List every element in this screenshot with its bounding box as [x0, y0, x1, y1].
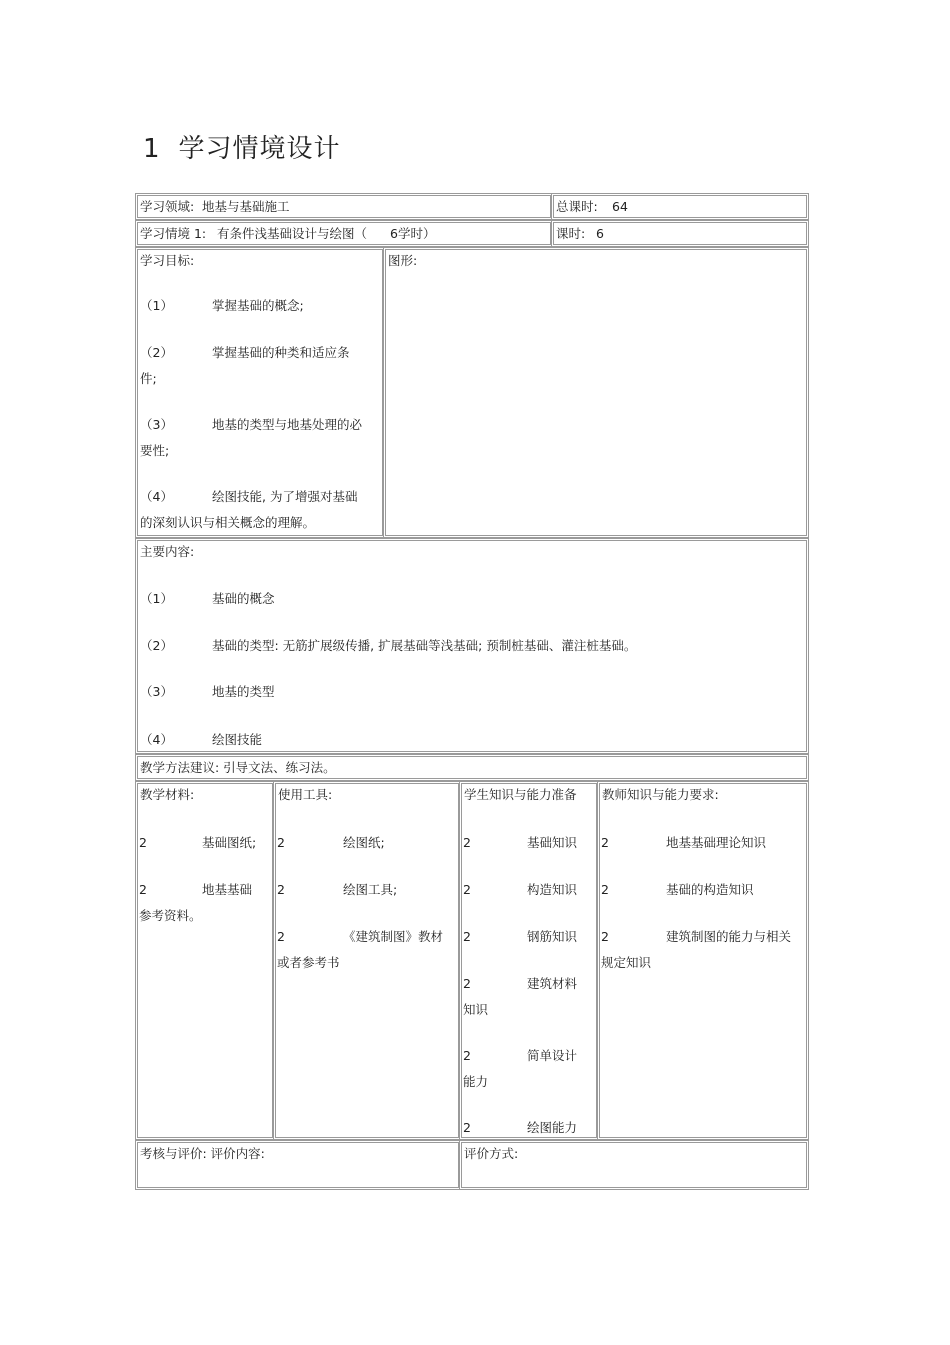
hours-value: 6: [596, 226, 604, 241]
student-item: 2 简单设计 能力: [463, 1048, 578, 1089]
cell-total-hours: [551, 193, 809, 220]
cell-teacher-req: [597, 781, 809, 1140]
goal-item: （1） 掌握基础的概念;: [140, 298, 304, 313]
situation-hours: 6学时）: [390, 226, 436, 241]
cell-hours: [551, 220, 809, 247]
cell-figure: [383, 247, 809, 538]
cell-methods: [135, 754, 809, 781]
domain-value: 地基与基础施工: [202, 199, 290, 214]
hours-label: 课时:: [556, 226, 586, 241]
title-number: 1: [143, 134, 161, 164]
teacher-label: 教师知识与能力要求:: [602, 787, 719, 802]
student-item: 2 绘图能力: [463, 1120, 578, 1135]
tool-item: 2 绘图纸;: [277, 835, 385, 850]
cell-assessment-method: [459, 1140, 809, 1190]
cell-tools: [273, 781, 461, 1140]
student-item: 2 基础知识: [463, 835, 578, 850]
title-text: 学习情境设计: [178, 134, 341, 164]
page-title: [143, 128, 341, 165]
domain-label: 学习领域:: [140, 199, 195, 214]
student-label: 学生知识与能力准备: [464, 787, 577, 802]
assessment-method-label: 评价方式:: [464, 1146, 519, 1161]
student-item: 2 钢筋知识: [463, 929, 578, 944]
figure-label: 图形:: [388, 253, 418, 268]
goal-item: （3） 地基的类型与地基处理的必 要性;: [140, 417, 363, 458]
content-item: （2） 基础的类型: 无筋扩展级传播, 扩展基础等浅基础; 预制桩基础、灌注桩基础。: [140, 638, 637, 653]
teacher-item: 2 基础的构造知识: [601, 882, 754, 897]
goal-item: （4） 绘图技能, 为了增强对基础 的深刻认识与相关概念的理解。: [140, 489, 358, 530]
goals-label: 学习目标:: [140, 253, 195, 268]
total-hours-label: 总课时:: [556, 199, 598, 214]
methods-text: 教学方法建议: 引导文法、练习法。: [140, 760, 336, 775]
student-item: 2 建筑材料 知识: [463, 976, 578, 1017]
goal-item: （2） 掌握基础的种类和适应条 件;: [140, 345, 350, 386]
cell-goals: [135, 247, 385, 538]
cell-assessment-content: [135, 1140, 461, 1190]
teacher-item: 2 建筑制图的能力与相关 规定知识: [601, 929, 792, 970]
cell-situation: [135, 220, 553, 247]
student-item: 2 构造知识: [463, 882, 578, 897]
total-hours-value: 64: [612, 199, 628, 214]
situation-label: 学习情境 1:: [140, 226, 207, 241]
content-item: （3） 地基的类型: [140, 684, 275, 699]
cell-domain: [135, 193, 553, 220]
situation-value: 有条件浅基础设计与绘图（: [217, 226, 368, 241]
material-item: 2 地基基础 参考资料。: [139, 882, 253, 923]
cell-main-content: [135, 538, 809, 754]
cell-materials: [135, 781, 275, 1140]
teacher-item: 2 地基基础理论知识: [601, 835, 767, 850]
content-label: 主要内容:: [140, 544, 195, 559]
assessment-content-label: 考核与评价: 评价内容:: [140, 1146, 265, 1161]
content-item: （4） 绘图技能: [140, 732, 263, 747]
cell-student-prep: [459, 781, 599, 1140]
tool-item: 2 绘图工具;: [277, 882, 398, 897]
materials-label: 教学材料:: [140, 787, 195, 802]
material-item: 2 基础图纸;: [139, 835, 257, 850]
tool-item: 2 《建筑制图》教材 或者参考书: [277, 929, 444, 970]
tools-label: 使用工具:: [278, 787, 333, 802]
content-item: （1） 基础的概念: [140, 591, 275, 606]
